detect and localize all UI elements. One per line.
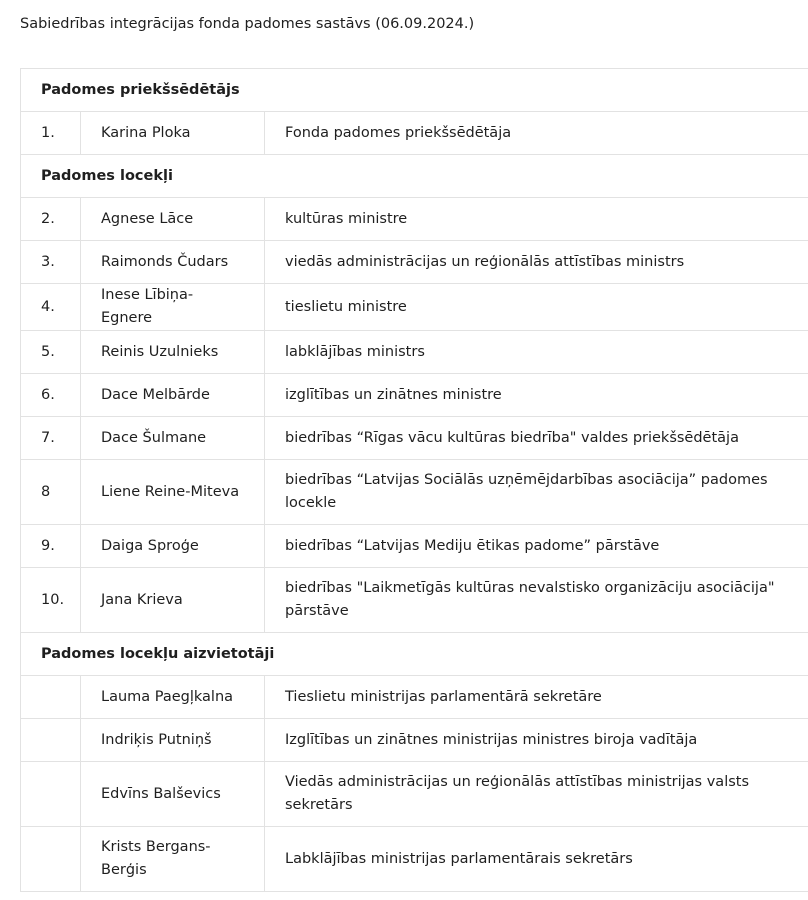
- row-number: 4.: [21, 284, 81, 331]
- member-name: Krists Bergans-Berģis: [81, 827, 265, 892]
- member-role: kultūras ministre: [265, 198, 808, 241]
- section-header-row: [21, 155, 808, 198]
- member-name: Dace Melbārde: [81, 374, 265, 417]
- member-role: biedrības “Latvijas Mediju ētikas padome” pārstāve: [265, 525, 808, 568]
- member-role: biedrības "Laikmetīgās kultūras nevalstisko organizāciju asociācija" pārstāve: [265, 568, 808, 633]
- table-row: [21, 331, 808, 374]
- council-table-body: [21, 69, 808, 892]
- row-number: [21, 676, 81, 719]
- row-number: 10.: [21, 568, 81, 633]
- table-row: [21, 568, 808, 633]
- member-role: biedrības “Latvijas Sociālās uzņēmējdarbības asociācija” padomes locekle: [265, 460, 808, 525]
- member-name: Edvīns Balševics: [81, 762, 265, 827]
- table-row: [21, 417, 808, 460]
- member-name: Indriķis Putniņš: [81, 719, 265, 762]
- member-name: Daiga Sproģe: [81, 525, 265, 568]
- table-row: [21, 762, 808, 827]
- row-number: 8: [21, 460, 81, 525]
- table-row: [21, 676, 808, 719]
- member-role: biedrības “Rīgas vācu kultūras biedrība" valdes priekšsēdētāja: [265, 417, 808, 460]
- member-role: viedās administrācijas un reģionālās attīstības ministrs: [265, 241, 808, 284]
- member-name: Dace Šulmane: [81, 417, 265, 460]
- member-name: Karina Ploka: [81, 112, 265, 155]
- row-number: [21, 827, 81, 892]
- member-role: Labklājības ministrijas parlamentārais sekretārs: [265, 827, 808, 892]
- row-number: 6.: [21, 374, 81, 417]
- council-table: [20, 68, 808, 892]
- table-row: [21, 374, 808, 417]
- row-number: 7.: [21, 417, 81, 460]
- row-number: 5.: [21, 331, 81, 374]
- row-number: 2.: [21, 198, 81, 241]
- table-row: [21, 525, 808, 568]
- row-number: [21, 762, 81, 827]
- table-row: [21, 241, 808, 284]
- section-header-row: [21, 69, 808, 112]
- row-number: [21, 719, 81, 762]
- member-name: Inese Lībiņa-Egnere: [81, 284, 265, 331]
- section-title-members: Padomes locekļi: [21, 155, 808, 198]
- member-role: labklājības ministrs: [265, 331, 808, 374]
- row-number: 1.: [21, 112, 81, 155]
- member-role: izglītības un zinātnes ministre: [265, 374, 808, 417]
- member-role: Tieslietu ministrijas parlamentārā sekretāre: [265, 676, 808, 719]
- table-row: [21, 827, 808, 892]
- table-row: [21, 112, 808, 155]
- section-title-substitutes: Padomes locekļu aizvietotāji: [21, 633, 808, 676]
- member-name: Agnese Lāce: [81, 198, 265, 241]
- member-name: Lauma Paegļkalna: [81, 676, 265, 719]
- table-row: [21, 198, 808, 241]
- table-caption: Sabiedrības integrācijas fonda padomes sastāvs (06.09.2024.): [20, 16, 475, 32]
- table-row: [21, 284, 808, 331]
- section-header-row: [21, 633, 808, 676]
- member-role: Fonda padomes priekšsēdētāja: [265, 112, 808, 155]
- member-name: Jana Krieva: [81, 568, 265, 633]
- member-name: Reinis Uzulnieks: [81, 331, 265, 374]
- row-number: 9.: [21, 525, 81, 568]
- member-name: Liene Reine-Miteva: [81, 460, 265, 525]
- member-role: Viedās administrācijas un reģionālās attīstības ministrijas valsts sekretārs: [265, 762, 808, 827]
- member-role: Izglītības un zinātnes ministrijas ministres biroja vadītāja: [265, 719, 808, 762]
- member-role: tieslietu ministre: [265, 284, 808, 331]
- table-row: [21, 719, 808, 762]
- row-number: 3.: [21, 241, 81, 284]
- member-name: Raimonds Čudars: [81, 241, 265, 284]
- council-table-container: [20, 68, 808, 892]
- table-row: [21, 460, 808, 525]
- section-title-chairman: Padomes priekšsēdētājs: [21, 69, 808, 112]
